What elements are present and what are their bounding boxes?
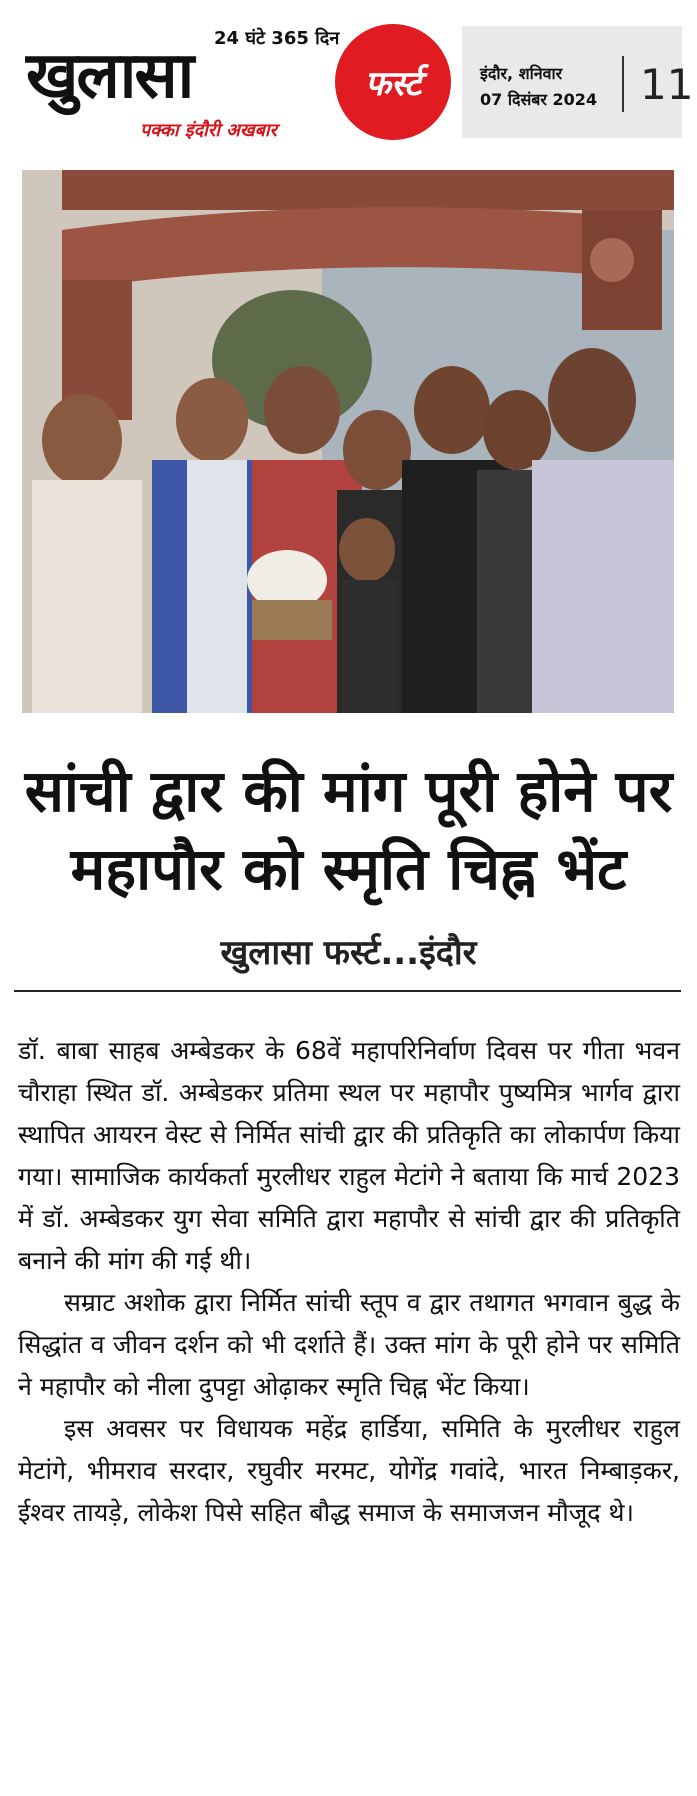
headline-line-2: महापौर को स्मृति चिह्न भेंट bbox=[70, 835, 627, 903]
article-paragraph-1: डॉ. बाबा साहब अम्बेडकर के 68वें महापरिनिर्वाण दिवस पर गीता भवन चौराहा स्थित डॉ. अम्बेडकर प्रतिमा स्थल पर महापौर पुष्यमित्र भार्गव द्वारा स्थापित आयरन वेस्ट से निर्मित सांची द्वार की प्रतिकृति का लोकार्पण किया गया। सामाजिक कार्यकर्ता मुरलीधर राहुल मेटांगे ने बताया कि मार्च 2023 में डॉ. अम्बेडकर युग सेवा समिति द्वारा महापौर से सांची द्वार की प्रतिकृति बनाने की मांग की गई थी। bbox=[18, 1036, 680, 1275]
newspaper-slogan: पक्का इंदौरी अखबार bbox=[140, 120, 277, 141]
article-body bbox=[18, 1030, 680, 1534]
logo-circle-text: फर्स्ट bbox=[364, 64, 422, 104]
masthead-tagline: 24 घंटे 365 दिन bbox=[214, 28, 340, 49]
article-paragraph-3: इस अवसर पर विधायक महेंद्र हार्डिया, समिति के मुरलीधर राहुल मेटांगे, भीमराव सरदार, रघुवीर मरमट, योगेंद्र गवांदे, भारत निम्बाड़कर, ईश्वर तायड़े, लोकेश पिसे सहित बौद्ध समाज के समाजजन मौजूद थे। bbox=[18, 1414, 680, 1527]
byline: खुलासा फर्स्ट...इंदौर bbox=[220, 933, 477, 973]
edition-date: 07 दिसंबर 2024 bbox=[480, 90, 598, 109]
date-box bbox=[462, 26, 694, 138]
date-divider bbox=[622, 56, 624, 112]
article-paragraph-2: सम्राट अशोक द्वारा निर्मित सांची स्तूप व द्वार तथागत भगवान बुद्ध के सिद्धांत व जीवन दर्शन को भी दर्शाते हैं। उक्त मांग के पूरी होने पर समिति ने महापौर को नीला दुपट्टा ओढ़ाकर स्मृति चिह्न भेंट किया। bbox=[18, 1288, 680, 1401]
newspaper-logo-text: खुलासा bbox=[26, 39, 193, 113]
masthead bbox=[0, 0, 697, 150]
logo-circle-badge bbox=[335, 24, 451, 140]
news-photo bbox=[22, 170, 674, 713]
page-number: 11 bbox=[640, 60, 694, 109]
headline-rule bbox=[14, 990, 681, 992]
headline-line-1: सांची द्वार की मांग पूरी होने पर bbox=[24, 757, 673, 825]
photo-illustration bbox=[22, 170, 674, 713]
edition-city-day: इंदौर, शनिवार bbox=[480, 64, 563, 83]
